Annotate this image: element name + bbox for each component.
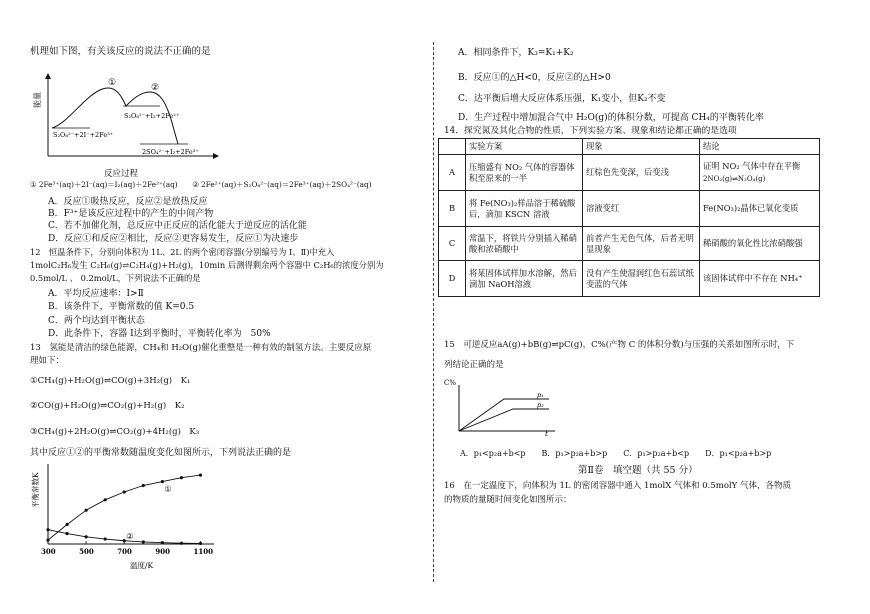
table-row [439,261,820,297]
q13-prompt: 其中反应①②的平衡常数随温度变化如图所示，下列说法正确的是 [30,448,292,458]
energy-diagram [28,68,228,168]
q12-option-b: B．该条件下，平衡常数的值 K=0.5 [48,302,195,312]
table-header-row [439,139,820,155]
table-header: 实验方案 [466,139,583,155]
k-chart-xlabel: 温度/K [130,561,154,570]
q12-option-a: A．平均反应速率：Ⅰ>Ⅱ [48,289,144,299]
end-species: 2SO₄²⁻+I₂+2Fe³⁺ [142,148,199,156]
row-phenomenon: 红棕色先变深，后变浅 [583,155,700,191]
row-plan: 常温下，将铁片分别插入稀硝酸和浓硝酸中 [466,227,583,261]
q16-line-2: 的物质的量随时间变化如图所示： [444,495,572,505]
k-chart-point [65,523,68,526]
q15-line-1: 15 可逆反应aA(g)+bB(g)⇌pC(g)，C%(产物 C 的体积分数)与压强的关系如图所示时，下 [444,340,795,350]
c-chart-series-line [459,409,549,431]
row-plan: 压缩盛有 NO₂ 气体的容器体积至原来的一半 [466,155,583,191]
k-chart-ylabel: 平衡常数K [31,472,40,508]
row-phenomenon: 前者产生无色气体，后者无明显现象 [583,227,700,261]
q12-option-c: C．两个均达到平衡状态 [48,316,145,326]
q13-option-c: C．达平衡后增大反应体系压强，K₁变小，但K₂不变 [458,94,666,104]
table-header: 结论 [700,139,820,155]
q13-reaction-3: ③CH₄(g)+2H₂O(g)⇌CO₂(g)+4H₂(g) K₃ [30,427,200,437]
k-chart-tick-label: 1100 [193,547,213,556]
q15-line-2: 列结论正确的是 [444,360,504,370]
k-chart-point [199,474,202,477]
row-label: B [439,191,466,227]
k-chart-point [180,542,183,545]
row-conclusion: 该固体试样中不存在 NH₄⁺ [700,261,820,297]
k-temperature-chart [30,460,220,570]
k-chart-point [104,498,107,501]
q14-experiment-table [438,138,820,297]
table-header [439,139,466,155]
q11-option-c: C．若不加催化剂，总反应中正反应的活化能大于逆反应的活化能 [48,221,307,231]
c-chart-series-line [459,399,549,431]
k-chart-series-label: ① [164,484,172,494]
q16-line-1: 16 在一定温度下，向体积为 1L 的密闭容器中通入 1molX 气体和 0.5molY 气体，各物质 [444,481,791,491]
k-chart-point [85,535,88,538]
k-chart-tick-label: 900 [155,547,170,556]
row-label: D [439,261,466,297]
q14-title: 14．探究氮及其化合物的性质，下列实验方案、现象和结论都正确的是选项 [444,126,737,136]
k-chart-point [142,484,145,487]
q13-reaction-1: ①CH₄(g)+H₂O(g)⇌CO(g)+3H₂(g) K₁ [30,376,191,386]
k-chart-tick-label: 500 [79,547,94,556]
row-plan: 将某固体试样加水溶解，然后滴加 NaOH溶液 [466,261,583,297]
row-phenomenon: 没有产生使湿润红色石蕊试纸变蓝的气体 [583,261,700,297]
row-conclusion: 稀硝酸的氧化性比浓硝酸强 [700,227,820,261]
q13-option-b: B．反应①的△H<0，反应②的△H>0 [458,73,611,83]
column-divider [433,42,434,582]
peak1-label: ① [108,78,117,88]
row-conclusion: Fe(NO₃)₂晶体已氧化变质 [700,191,820,227]
row-plan: 将 Fe(NO₃)₂样品溶于稀硫酸后，滴加 KSCN 溶液 [466,191,583,227]
k-chart-point [161,480,164,483]
row-conclusion [700,155,820,191]
q13-reaction-2: ②CO(g)+H₂O(g)⇌CO₂(g)+H₂(g) K₂ [30,401,185,411]
k-chart-tick-label: 700 [117,547,132,556]
q11-option-a: A．反应①吸热反应，反应②是放热反应 [48,197,208,207]
q15-options: A．p₁<p₂a+b<p B．p₁>p₂a+b>p C．p₁>p₂a+b<p D．p₁<p₂a+b>p [460,449,772,458]
k-chart-point [85,509,88,512]
row-phenomenon: 溶液变红 [583,191,700,227]
q11-equations: ① 2Fe³⁺(aq)＋2I⁻(aq)＝I₂(aq)＋2Fe²⁺(aq) ② 2Fe²⁺(aq)＋S₂O₈²⁻(aq)＝2Fe³⁺(aq)＋2SO₄²⁻(aq) [30,180,372,189]
k-chart-point [65,532,68,535]
q11-option-d: D．反应①和反应②相比，反应②更容易发生，反应①为决速步 [48,234,299,244]
k-chart-tick-label: 300 [41,547,56,556]
c-percent-chart [443,376,563,440]
table-row [439,191,820,227]
k-chart-point [46,528,49,531]
energy-ylabel: 能量 [33,92,42,108]
c-chart-series-label: p₂ [537,401,544,409]
c-chart-ylabel: C% [444,379,457,387]
k-chart-point [180,476,183,479]
q13-option-a: A．相同条件下，K₃=K₁+K₂ [458,48,574,58]
q13-line-1: 13 氢能是清洁的绿色能源，CH₄和 H₂O(g)催化重整是一种有效的制氢方法。主要反应原 [30,343,372,353]
q11-option-b: B．F³⁺是该反应过程中的产生的中间产物 [48,209,214,219]
table-row [439,227,820,261]
k-chart-point [104,537,107,540]
q13-option-d: D．生产过程中增加混合气中 H₂O(g)的体积分数，可提高 CH₄的平衡转化率 [458,113,764,123]
q12-option-d: D．此条件下，容器 Ⅰ达到平衡时，平衡转化率为 50% [48,329,271,339]
table-row [439,155,820,191]
mid-species: S₂O₈²⁻+I₂+2Fe²⁺ [124,112,180,120]
energy-xlabel: 反应过程 [104,169,139,179]
c-chart-series-label: p₁ [537,391,544,399]
section-2-title: 第Ⅱ卷 填空题（共 55 分） [578,465,698,476]
q11-intro: 机理如下图，有关该反应的说法不正确的是 [30,46,211,57]
q12-line-3: 0.5mol/L 、 0.2mol/L，下列说法不正确的是 [30,273,201,283]
peak2-label: ② [151,83,160,93]
row-label: A [439,155,466,191]
start-species: S₂O₈²⁻+2I⁻+2Fe³⁺ [53,131,114,139]
k-chart-point [123,490,126,493]
c-chart-xlabel: t [545,429,549,438]
table-header: 现象 [583,139,700,155]
q12-line-2: 1molC₂H₆发生 C₂H₆(g)⇌C₂H₄(g)+H₂(g)，10min 后测得剩余两个容器中 C₂H₆的浓度分别为 [30,260,384,270]
q13-line-2: 理如下： [30,356,65,366]
conclusion-text: 证明 NO₂ 气体中存在平衡 [703,161,801,172]
q12-line-1: 12 恒温条件下，分别向体积为 1L、2L 的两个密闭容器(分别编号为 Ⅰ、Ⅱ)中充入 [30,247,335,257]
row-label: C [439,227,466,261]
conclusion-equation: 2NO₂(g)⇌N₂O₄(g) [703,174,766,183]
k-chart-series-label: ② [126,531,134,541]
k-chart-point [142,540,145,543]
k-chart-series-line [48,475,200,540]
